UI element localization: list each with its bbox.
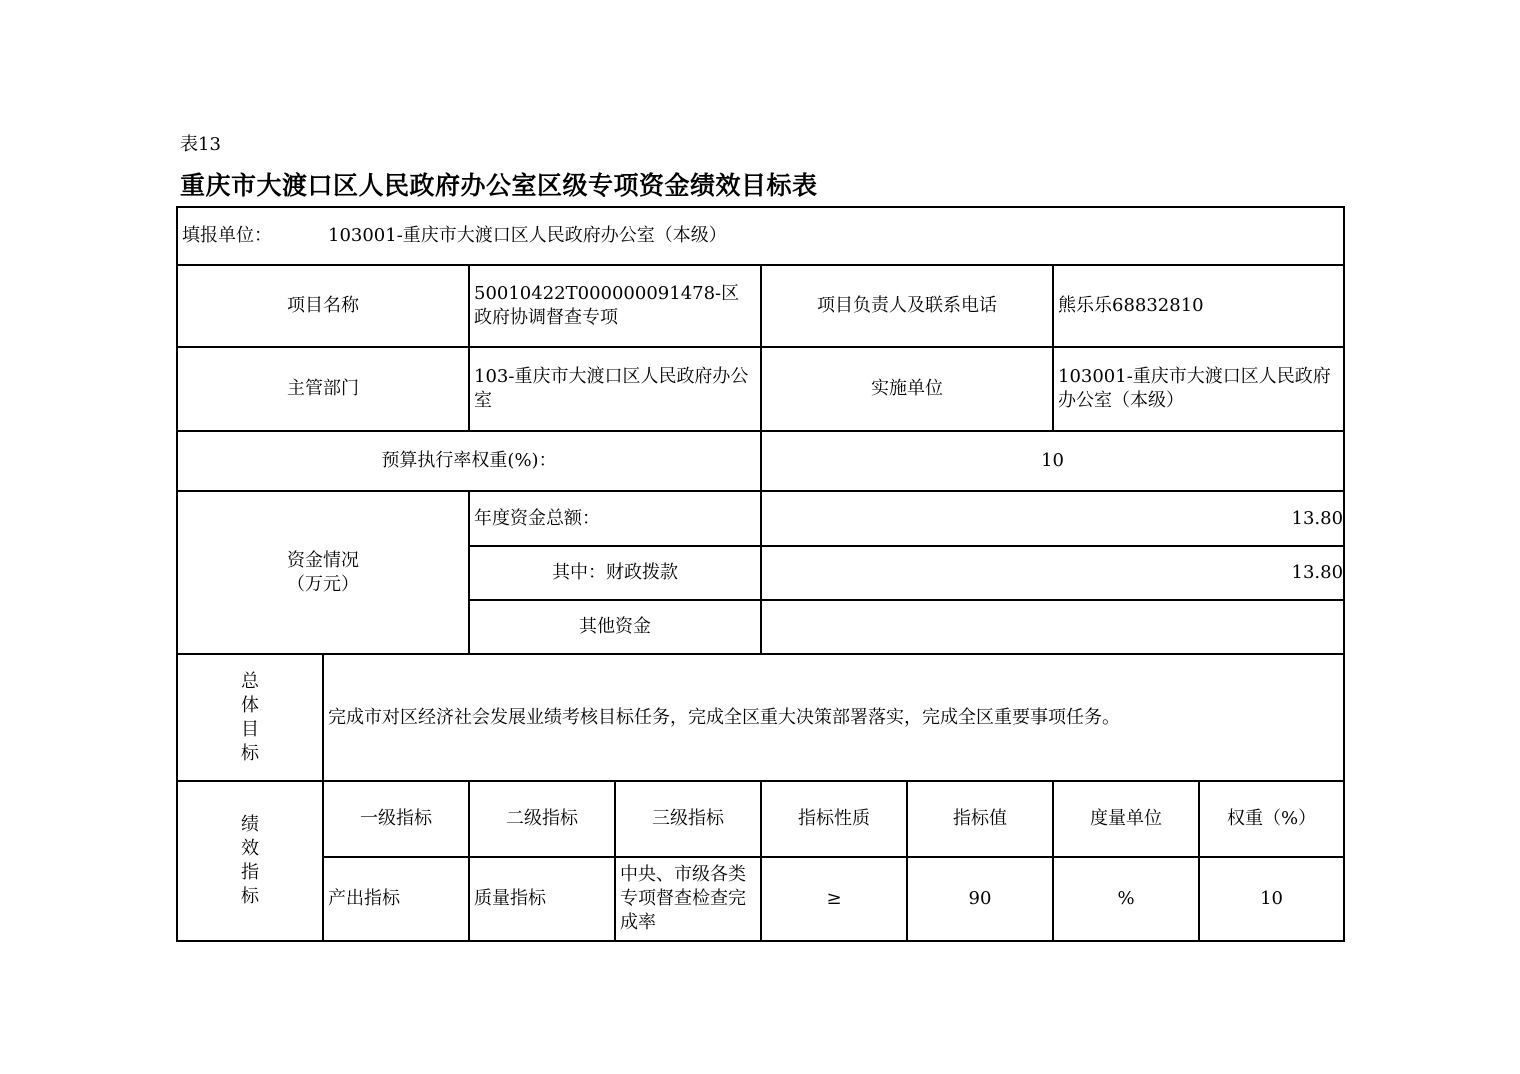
perf-label-char: 效 <box>241 838 259 859</box>
row-level1: 产出指标 <box>323 857 469 941</box>
funds-other-value <box>761 600 1344 654</box>
goal-label-char: 目 <box>241 718 259 740</box>
funds-label-line2: （万元） <box>287 573 359 595</box>
header-level3: 三级指标 <box>615 781 761 857</box>
funds-other-label: 其他资金 <box>469 600 761 654</box>
project-owner-value: 熊乐乐68832810 <box>1053 265 1344 347</box>
funds-label <box>177 491 469 654</box>
budget-weight-value: 10 <box>761 431 1344 491</box>
header-unit: 度量单位 <box>1053 781 1199 857</box>
header-level2: 二级指标 <box>469 781 615 857</box>
project-owner-label: 项目负责人及联系电话 <box>761 265 1053 347</box>
filing-unit-cell <box>177 207 1344 265</box>
dept-value: 103-重庆市大渡口区人民政府办公室 <box>469 347 761 431</box>
overall-goal-label <box>177 654 323 781</box>
funds-total-value: 13.80 <box>761 491 1344 546</box>
goal-label-char: 总 <box>241 670 259 692</box>
goal-label-char: 体 <box>241 694 259 716</box>
funds-fiscal-value: 13.80 <box>761 546 1344 600</box>
performance-indicator-label <box>177 781 323 941</box>
filing-unit-value: 103001-重庆市大渡口区人民政府办公室（本级） <box>328 225 727 246</box>
table-number: 表13 <box>180 134 221 155</box>
overall-goal-text: 完成市对区经济社会发展业绩考核目标任务，完成全区重大决策部署落实，完成全区重要事项任务。 <box>323 654 1344 781</box>
perf-label-char: 标 <box>241 886 259 907</box>
row-value: 90 <box>907 857 1053 941</box>
perf-label-char: 绩 <box>241 814 259 835</box>
header-level1: 一级指标 <box>323 781 469 857</box>
funds-total-label: 年度资金总额： <box>469 491 761 546</box>
project-name-label: 项目名称 <box>177 265 469 347</box>
header-nature: 指标性质 <box>761 781 907 857</box>
impl-unit-label: 实施单位 <box>761 347 1053 431</box>
dept-label: 主管部门 <box>177 347 469 431</box>
project-name-value: 50010422T000000091478-区政府协调督查专项 <box>469 265 761 347</box>
row-weight: 10 <box>1199 857 1344 941</box>
performance-target-table <box>176 206 1345 942</box>
perf-label-char: 指 <box>241 862 259 883</box>
row-level3: 中央、市级各类专项督查检查完成率 <box>615 857 761 941</box>
filing-unit-label: 填报单位： <box>182 225 272 246</box>
funds-fiscal-label: 其中：财政拨款 <box>469 546 761 600</box>
table-row <box>177 857 1344 941</box>
row-unit: % <box>1053 857 1199 941</box>
budget-weight-label: 预算执行率权重(%)： <box>177 431 761 491</box>
funds-label-line1: 资金情况 <box>287 549 359 571</box>
page-title: 重庆市大渡口区人民政府办公室区级专项资金绩效目标表 <box>180 171 818 200</box>
impl-unit-value: 103001-重庆市大渡口区人民政府办公室（本级） <box>1053 347 1344 431</box>
row-nature: ≥ <box>761 857 907 941</box>
header-weight: 权重（%） <box>1199 781 1344 857</box>
row-level2: 质量指标 <box>469 857 615 941</box>
goal-label-char: 标 <box>241 742 259 764</box>
header-value: 指标值 <box>907 781 1053 857</box>
